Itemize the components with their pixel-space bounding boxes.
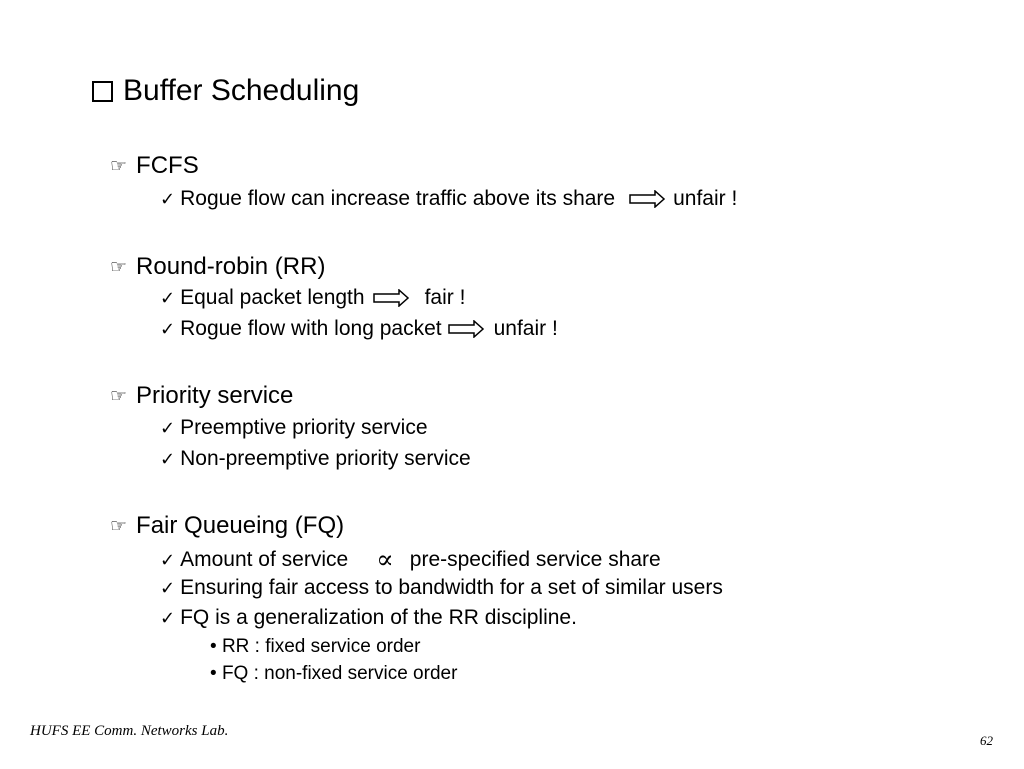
list-item-result: fair ! — [424, 286, 466, 309]
list-item-text: Preemptive priority service — [180, 416, 428, 439]
list-item-result: pre-specified service share — [409, 548, 661, 571]
list-item-text: Equal packet length — [180, 286, 365, 309]
list-item — [160, 545, 661, 575]
sub-list-item — [210, 636, 420, 658]
pointing-hand-icon: ☞ — [110, 515, 128, 537]
list-item — [160, 317, 558, 341]
implies-arrow-icon — [629, 190, 665, 208]
proportional-to-icon: ∝ — [376, 545, 394, 575]
list-item — [160, 187, 737, 211]
check-icon: ✓ — [160, 318, 176, 340]
section-heading-text: FCFS — [136, 152, 199, 179]
sub-list-item-text: RR : fixed service order — [221, 636, 421, 657]
list-item-result: unfair ! — [493, 317, 558, 340]
list-item — [160, 576, 723, 600]
pointing-hand-icon: ☞ — [110, 385, 128, 407]
sub-list-item — [210, 663, 457, 685]
check-icon: ✓ — [160, 417, 176, 439]
list-item-text: Non-preemptive priority service — [180, 447, 471, 470]
list-item-text: FQ is a generalization of the RR discipline. — [180, 606, 577, 629]
bullet-icon: • — [210, 636, 222, 657]
footer-lab-name: HUFS EE Comm. Networks Lab. — [30, 723, 229, 739]
section-heading-round-robin — [110, 253, 325, 281]
page-number: 62 — [980, 733, 993, 748]
list-item-result: unfair ! — [673, 187, 738, 210]
section-heading-fair-queueing — [110, 512, 344, 540]
check-icon: ✓ — [160, 577, 176, 599]
slide-title — [92, 74, 359, 108]
check-icon: ✓ — [160, 549, 176, 571]
implies-arrow-icon — [373, 289, 409, 307]
section-heading-text: Fair Queueing (FQ) — [136, 512, 345, 539]
list-item-text: Rogue flow can increase traffic above its share — [180, 187, 616, 210]
pointing-hand-icon: ☞ — [110, 256, 128, 278]
implies-arrow-icon — [448, 320, 484, 338]
check-icon: ✓ — [160, 607, 176, 629]
list-item — [160, 606, 577, 630]
list-item-text: Amount of service — [180, 548, 349, 571]
section-heading-priority-service — [110, 382, 293, 410]
check-icon: ✓ — [160, 448, 176, 470]
section-heading-fcfs — [110, 152, 199, 180]
section-heading-text: Round-robin (RR) — [136, 253, 326, 280]
list-item-text: Ensuring fair access to bandwidth for a set of similar users — [180, 576, 723, 599]
check-icon: ✓ — [160, 188, 176, 210]
section-heading-text: Priority service — [136, 382, 294, 409]
pointing-hand-icon: ☞ — [110, 155, 128, 177]
slide-title-text: Buffer Scheduling — [123, 74, 360, 107]
list-item — [160, 447, 471, 471]
list-item-text: Rogue flow with long packet — [180, 317, 442, 340]
list-item — [160, 416, 428, 440]
bullet-icon: • — [210, 663, 222, 684]
check-icon: ✓ — [160, 287, 176, 309]
list-item — [160, 286, 465, 310]
square-bullet-icon — [92, 81, 113, 102]
sub-list-item-text: FQ : non-fixed service order — [221, 663, 458, 684]
